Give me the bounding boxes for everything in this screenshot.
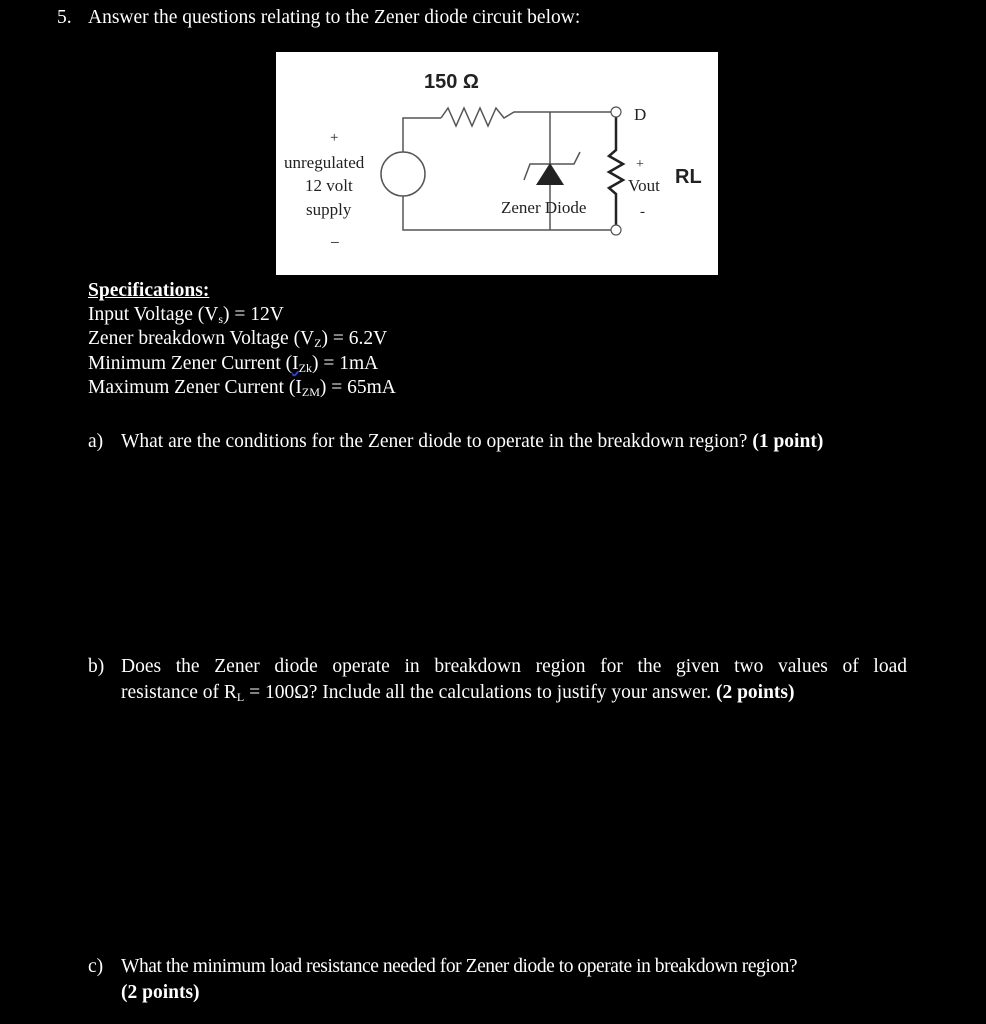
- spec-input-voltage: Input Voltage $(V_s) = 12V$: [88, 304, 284, 326]
- part-b-question-line1: Does the Zener diode operate in breakdown region for the given two values of load: [121, 656, 907, 677]
- specifications-heading: Specifications:: [88, 280, 210, 301]
- part-c-points: (2 points): [121, 982, 200, 1003]
- part-c-question: What the minimum load resistance needed for Zener diode to operate in breakdown region?: [121, 956, 798, 977]
- vout-minus: -: [640, 204, 645, 220]
- part-b-label: b): [88, 656, 105, 677]
- zener-diode-symbol: [536, 163, 564, 185]
- question-title: Answer the questions relating to the Zener diode circuit below:: [88, 7, 581, 28]
- source-label-3: supply: [306, 200, 352, 219]
- spec-min-current: Minimum Zener Current $(I_{Zk}) = 1mA$: [88, 353, 379, 375]
- terminal-d-label: D: [634, 105, 647, 124]
- part-a-label: a): [88, 431, 104, 452]
- diode-label: Zener Diode: [501, 198, 587, 217]
- resistor-label: 150 Ω: [424, 71, 479, 93]
- load-label: RL: [675, 166, 702, 188]
- resistor-150-symbol: [441, 108, 616, 126]
- terminal-ground: [611, 225, 621, 235]
- vout-label: Vout: [628, 176, 660, 195]
- wire-left: [403, 118, 441, 152]
- part-a-question: What are the conditions for the Zener diode to operate in the breakdown region? (1 point): [121, 431, 824, 452]
- spec-max-current: Maximum Zener Current $(I_{ZM}) = 65mA$: [88, 377, 396, 399]
- voltage-source-symbol: [381, 152, 425, 196]
- part-c-label: c): [88, 956, 104, 977]
- question-number: 5.: [57, 7, 72, 28]
- vout-plus: +: [636, 157, 644, 172]
- load-resistor-symbol: [609, 112, 623, 230]
- zener-circuit-diagram: [276, 52, 718, 275]
- source-label-2: 12 volt: [305, 176, 353, 195]
- source-minus: −: [330, 233, 340, 252]
- terminal-d: [611, 107, 621, 117]
- spec-zener-voltage: Zener breakdown Voltage $(V_Z) = 6.2V$: [88, 328, 388, 350]
- source-plus: +: [330, 130, 339, 146]
- part-b-question-line2: resistance of $R_L = 100\Omega$? Include all the calculations to justify your answer. (2 points): [121, 682, 795, 704]
- source-label-1: unregulated: [284, 153, 365, 172]
